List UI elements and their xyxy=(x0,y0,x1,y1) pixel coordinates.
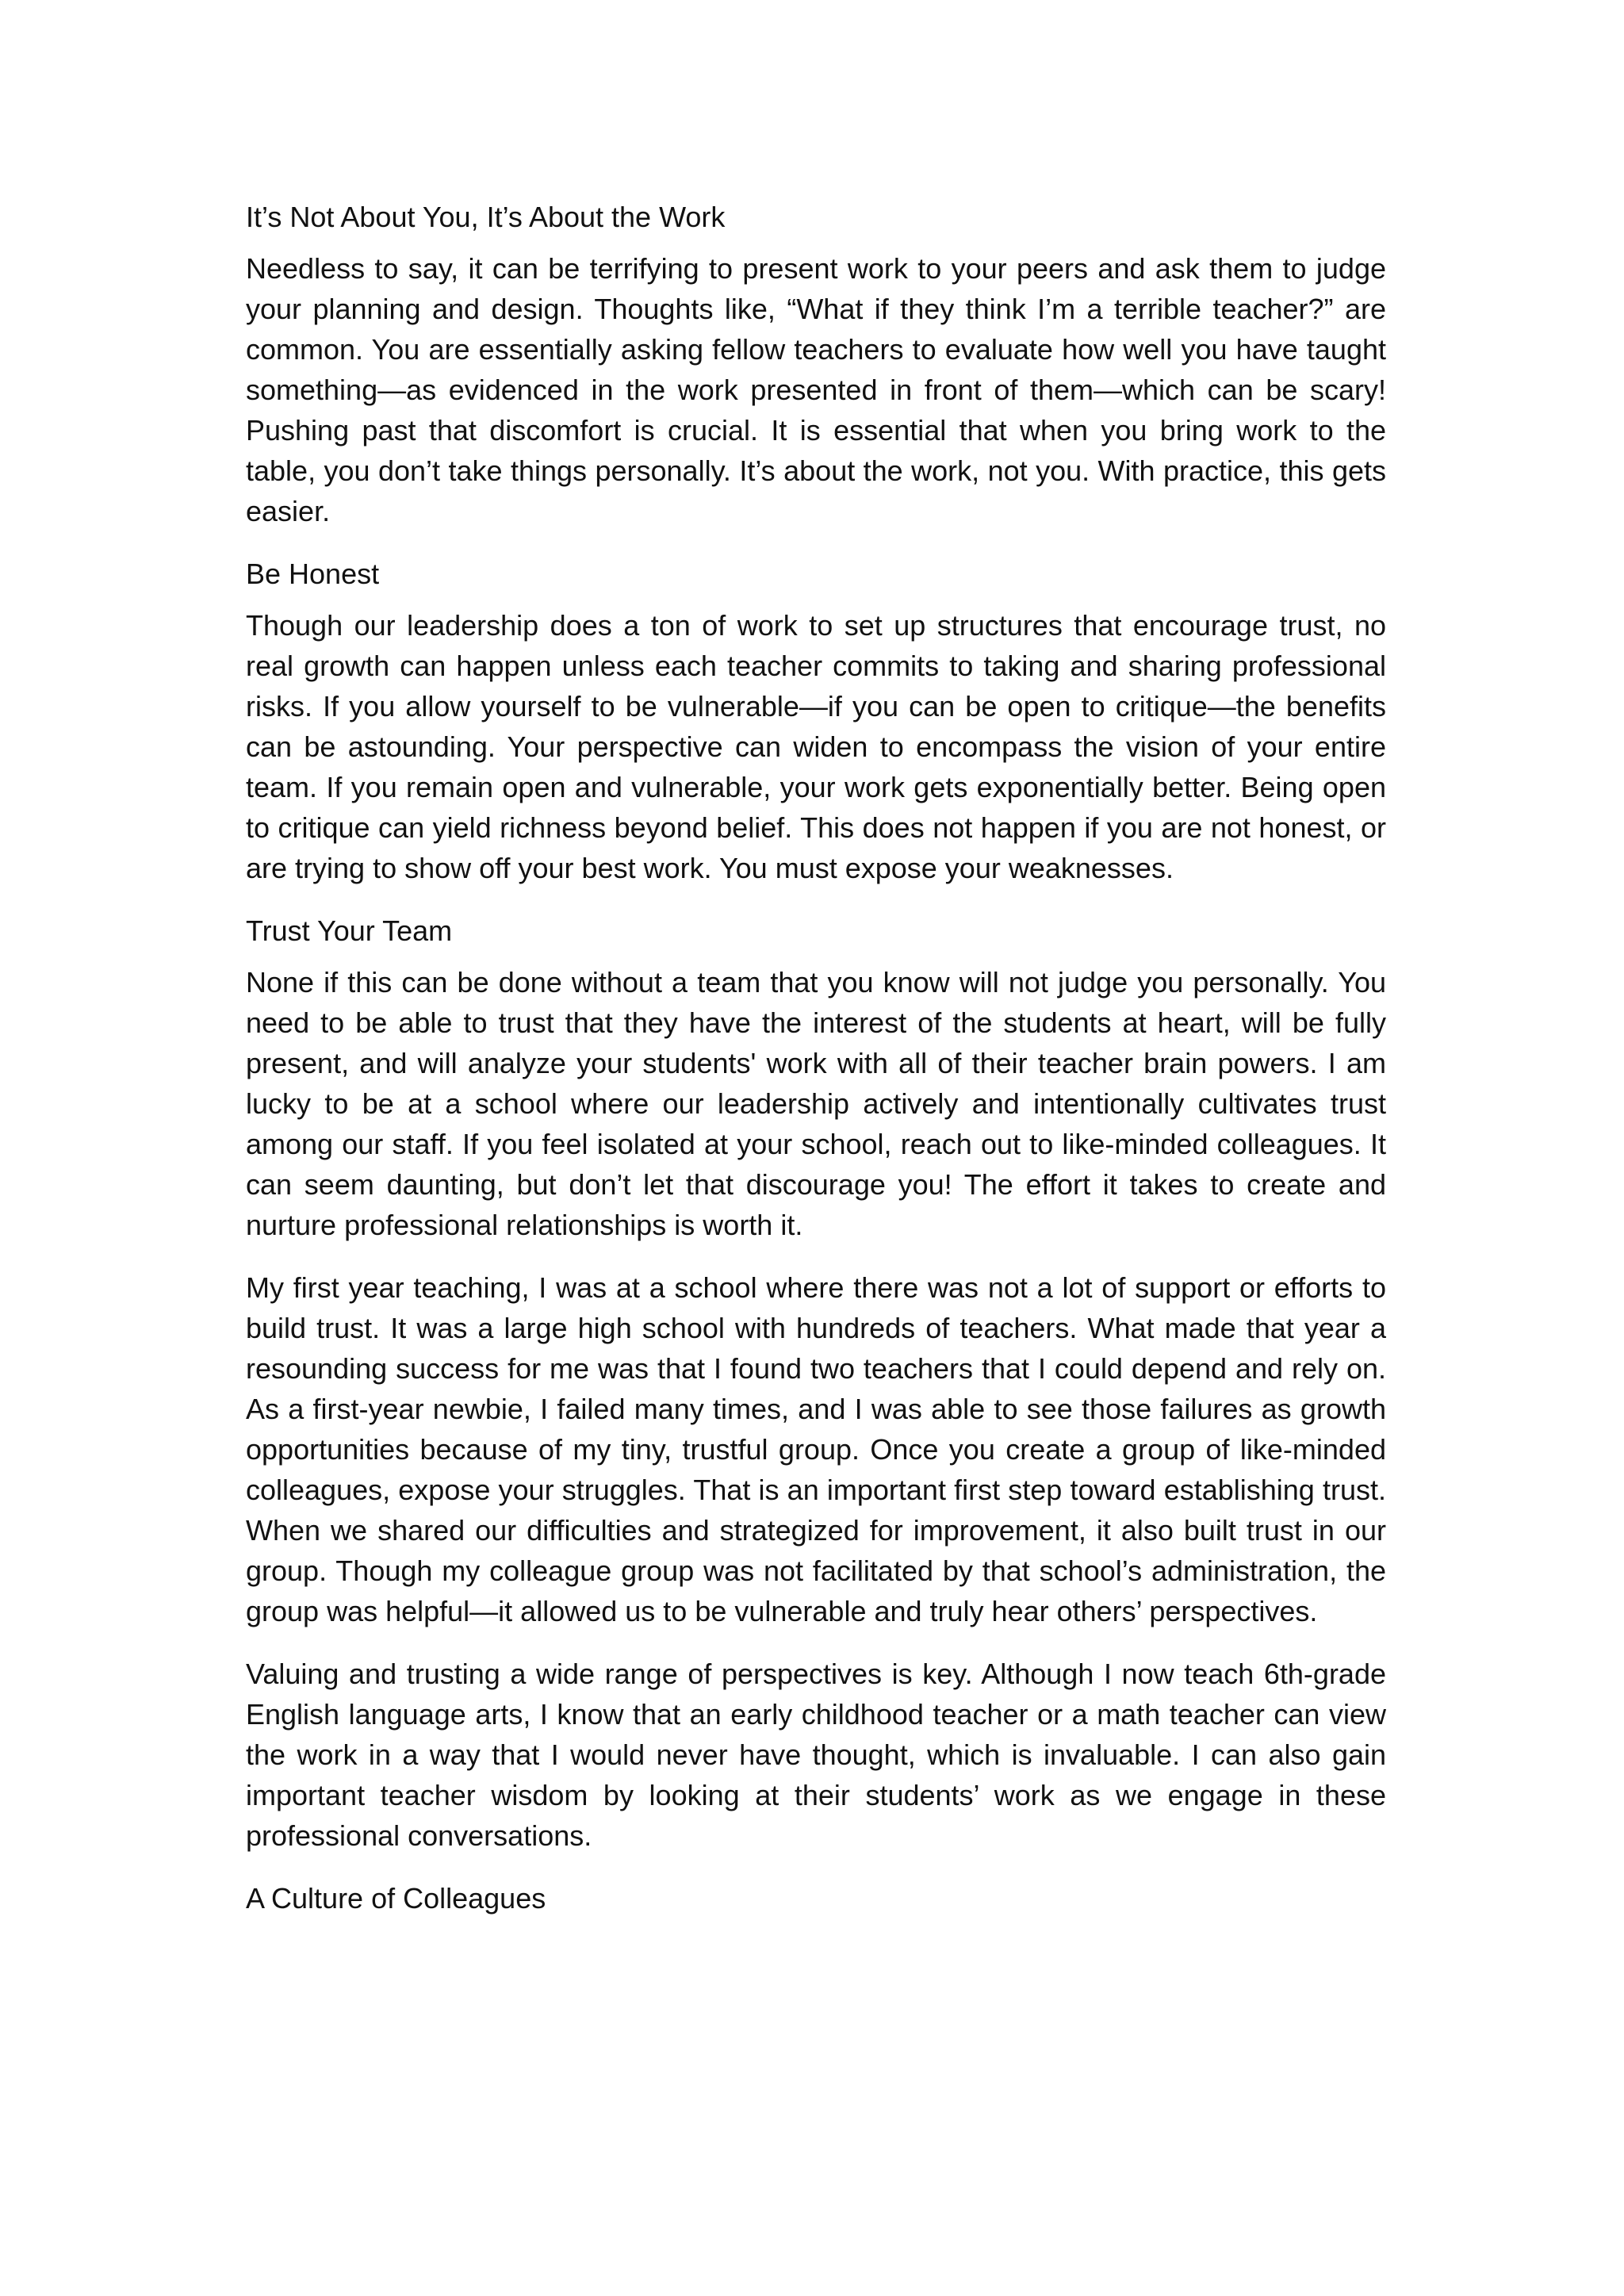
section-heading: Be Honest xyxy=(246,558,380,590)
body-paragraph: Valuing and trusting a wide range of perspectives is key. Although I now teach 6th-grade English language arts, I know that an early childhood teacher or a math teacher can view the work in a way that I would never have thought, which is invaluable. I can also gain important teacher wisdom by looking at their students’ work as we engage in these professional conversations. xyxy=(246,1658,1386,1852)
body-paragraph: My first year teaching, I was at a school where there was not a lot of support or efforts to build trust. It was a large high school with hundreds of teachers. What made that year a resounding success for me was that I found two teachers that I could depend and rely on. As a first-year newbie, I failed many times, and I was able to see those failures as growth opportunities because of my tiny, trustful group. Once you create a group of like-minded colleagues, expose your struggles. That is an important first step toward establishing trust. When we shared our difficulties and strategized for improvement, it also built trust in our group. Though my colleague group was not facilitated by that school’s administration, the group was helpful—it allowed us to be vulnerable and truly hear others’ perspectives. xyxy=(246,1271,1386,1627)
body-paragraph: None if this can be done without a team that you know will not judge you personally. You need to be able to trust that they have the interest of the students at heart, will be fully present, and will analyze your students' work with all of their teacher brain powers. I am lucky to be at a school where our leadership actively and intentionally cultivates trust among our staff. If you feel isolated at your school, reach out to like-minded colleagues. It can seem daunting, but don’t let that discourage you! The effort it takes to create and nurture professional relationships is worth it. xyxy=(246,966,1386,1241)
section-heading: It’s Not About You, It’s About the Work xyxy=(246,201,726,233)
section-heading: Trust Your Team xyxy=(246,914,453,947)
body-paragraph: Though our leadership does a ton of work to set up structures that encourage trust, no real growth can happen unless each teacher commits to taking and sharing professional risks. If you allow yourself to be vulnerable—if you can be open to critique—the benefits can be astounding. Your perspective can widen to encompass the vision of your entire team. If you remain open and vulnerable, your work gets exponentially better. Being open to critique can yield richness beyond belief. This does not happen if you are not honest, or are trying to show off your best work. You must expose your weaknesses. xyxy=(246,609,1386,884)
section-heading: A Culture of Colleagues xyxy=(246,1882,546,1915)
document-page xyxy=(246,197,1386,1930)
body-paragraph: Needless to say, it can be terrifying to present work to your peers and ask them to judge your planning and design. Thoughts like, “What if they think I’m a terrible teacher?” are common. You are essentially asking fellow teachers to evaluate how well you have taught something—as evidenced in the work presented in front of them—which can be scary! Pushing past that discomfort is crucial. It is essential that when you bring work to the table, you don’t take things personally. It’s about the work, not you. With practice, this gets easier. xyxy=(246,252,1386,527)
